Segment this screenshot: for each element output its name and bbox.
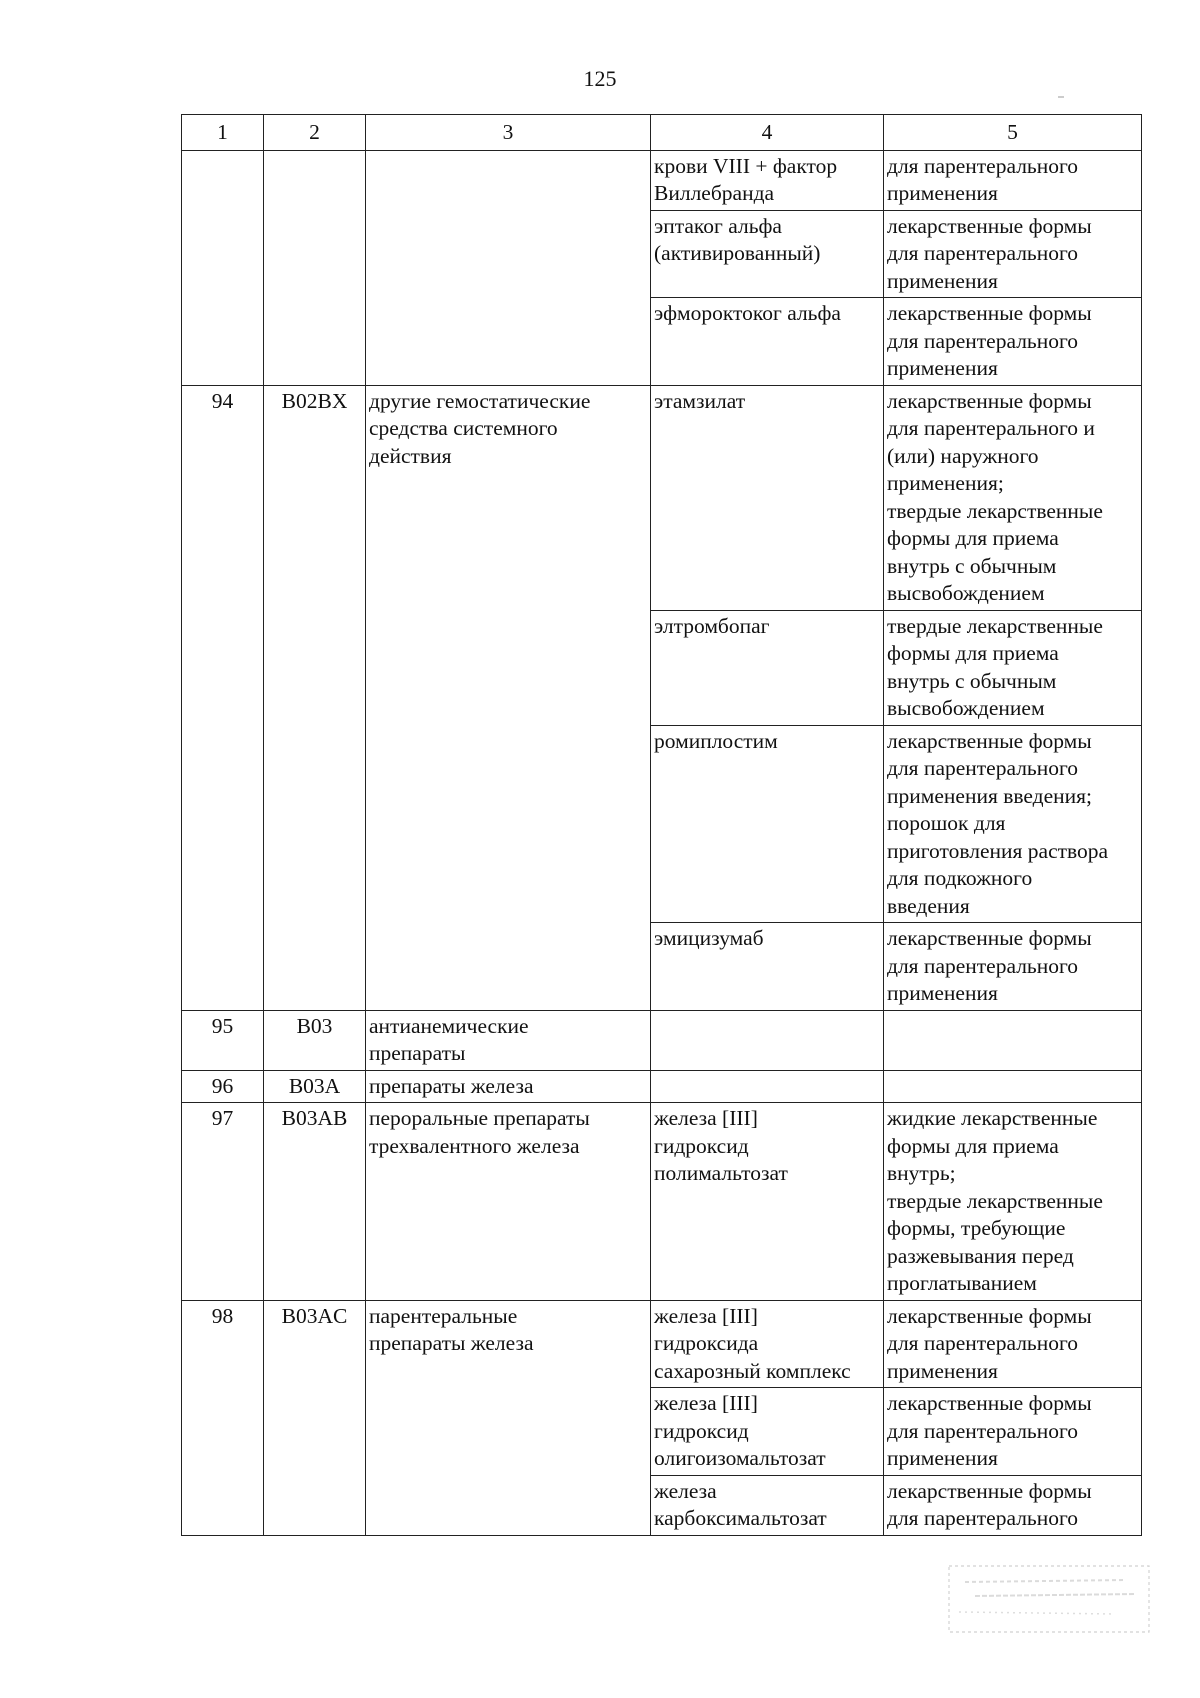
table-row	[182, 1010, 1142, 1070]
atc-group: парентеральные препараты железа	[366, 1300, 651, 1535]
dosage-form	[884, 1070, 1142, 1103]
atc-code: B03A	[264, 1070, 366, 1103]
drug-name: железа [III] гидроксид олигоизомальтозат	[651, 1388, 884, 1476]
drug-name: этамзилат	[651, 385, 884, 610]
cont-code-cell	[264, 150, 366, 385]
dosage-form: лекарственные формы для парентерального применения введения; порошок для приготовления раствора для подкожного введения	[884, 725, 1142, 923]
atc-code: B03AC	[264, 1300, 366, 1535]
dosage-form	[884, 1010, 1142, 1070]
header-row	[182, 115, 1142, 151]
page-number: 125	[583, 66, 617, 91]
drug-name	[651, 1010, 884, 1070]
drug-name: эптаког альфа (активированный)	[651, 210, 884, 298]
drug-name: железа [III] гидроксида сахарозный комплекс	[651, 1300, 884, 1388]
drug-table	[181, 114, 1142, 1536]
drug-name: эмицизумаб	[651, 923, 884, 1011]
table-row	[182, 1103, 1142, 1301]
dosage-form: лекарственные формы для парентерального применения	[884, 923, 1142, 1011]
drug-name: железа [III] гидроксид полимальтозат	[651, 1103, 884, 1301]
drug-name: эфмороктоког альфа	[651, 298, 884, 386]
dosage-form: лекарственные формы для парентерального и (или) наружного применения; твердые лекарственные формы для приема внутрь с обычным высвобождением	[884, 385, 1142, 610]
dosage-form: твердые лекарственные формы для приема внутрь с обычным высвобождением	[884, 610, 1142, 725]
drug-name: ромиплостим	[651, 725, 884, 923]
dosage-form: жидкие лекарственные формы для приема внутрь; твердые лекарственные формы, требующие разжевывания перед проглатыванием	[884, 1103, 1142, 1301]
dosage-form: лекарственные формы для парентерального применения	[884, 1388, 1142, 1476]
atc-group: другие гемостатические средства системного действия	[366, 385, 651, 1010]
drug-name: железа карбоксимальтозат	[651, 1475, 884, 1535]
header-col-1: 1	[182, 115, 264, 151]
faded-stamp	[945, 1560, 1155, 1638]
header-col-4: 4	[651, 115, 884, 151]
atc-group: пероральные препараты трехвалентного железа	[366, 1103, 651, 1301]
dosage-form: для парентерального применения	[884, 150, 1142, 210]
dosage-form: лекарственные формы для парентерального применения	[884, 298, 1142, 386]
row-number: 94	[182, 385, 264, 1010]
table-row	[182, 150, 1142, 210]
table-row	[182, 1300, 1142, 1388]
scan-mark	[1058, 96, 1064, 98]
cont-num-cell	[182, 150, 264, 385]
atc-group: антианемические препараты	[366, 1010, 651, 1070]
row-number: 95	[182, 1010, 264, 1070]
table-row	[182, 385, 1142, 610]
row-number: 97	[182, 1103, 264, 1301]
header-col-3: 3	[366, 115, 651, 151]
header-col-5: 5	[884, 115, 1142, 151]
row-number: 96	[182, 1070, 264, 1103]
drug-name: крови VIII + фактор Виллебранда	[651, 150, 884, 210]
dosage-form: лекарственные формы для парентерального	[884, 1475, 1142, 1535]
row-number: 98	[182, 1300, 264, 1535]
atc-code: B03AB	[264, 1103, 366, 1301]
dosage-form: лекарственные формы для парентерального применения	[884, 1300, 1142, 1388]
atc-code: B03	[264, 1010, 366, 1070]
header-col-2: 2	[264, 115, 366, 151]
cont-group-cell	[366, 150, 651, 385]
atc-group: препараты железа	[366, 1070, 651, 1103]
drug-name: элтромбопаг	[651, 610, 884, 725]
atc-code: B02BX	[264, 385, 366, 1010]
table-row	[182, 1070, 1142, 1103]
drug-name	[651, 1070, 884, 1103]
dosage-form: лекарственные формы для парентерального применения	[884, 210, 1142, 298]
